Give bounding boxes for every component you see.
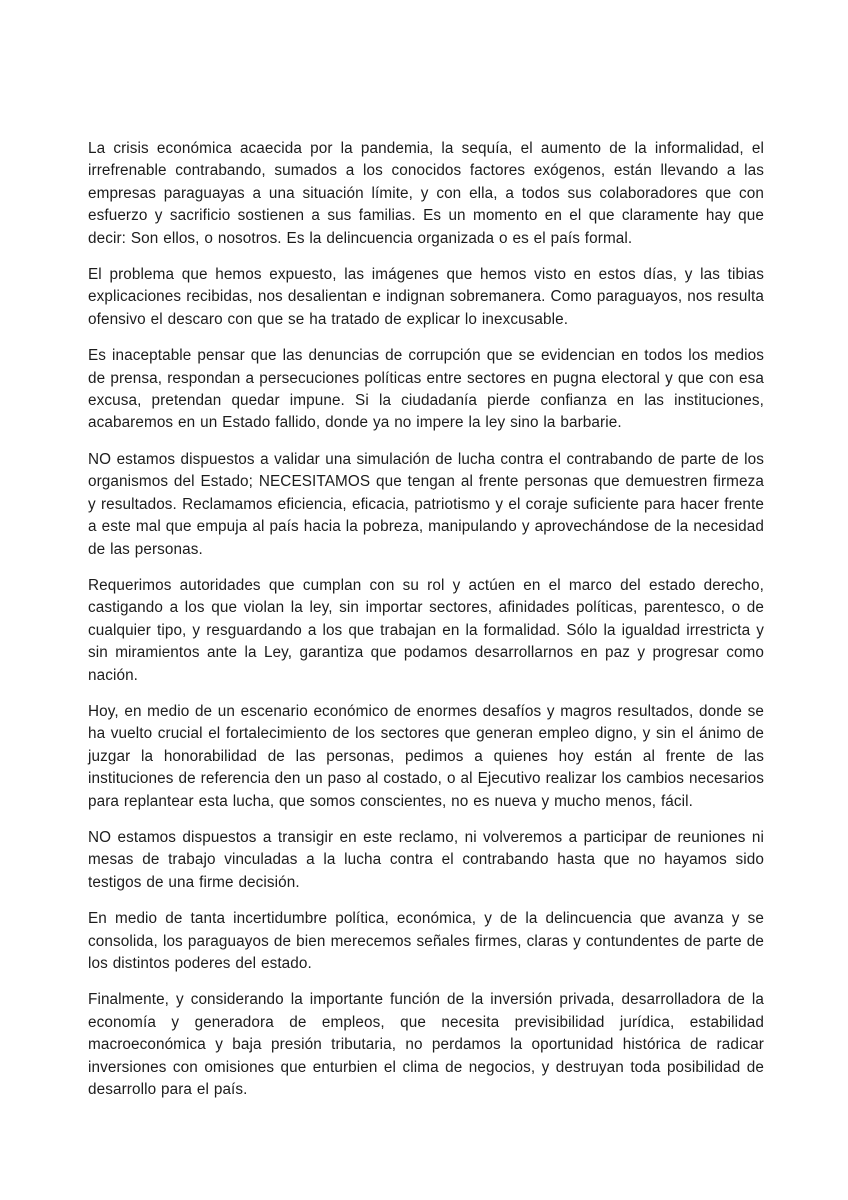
paragraph-9: Finalmente, y considerando la importante función de la inversión privada, desarrolladora de la economía y generadora de empleos, que necesita previsibilidad jurídica, estabilidad macroeconómica y baja presión tributaria, no perdamos la oportunidad histórica de radicar inversiones con omisiones que enturbien el clima de negocios, y destruyan toda posibilidad de desarrollo para el país. bbox=[88, 991, 764, 1099]
paragraph-3: Es inaceptable pensar que las denuncias de corrupción que se evidencian en todos los medios de prensa, respondan a persecuciones políticas entre sectores en pugna electoral y que con esa excusa, pretendan quedar impune. Si la ciudadanía pierde confianza en las instituciones, acabaremos en un Estado fallido, donde ya no impere la ley sino la barbarie. bbox=[88, 347, 764, 432]
paragraph-8: En medio de tanta incertidumbre política, económica, y de la delincuencia que avanza y se consolida, los paraguayos de bien merecemos señales firmes, claras y contundentes de parte de los distintos poderes del estado. bbox=[88, 910, 764, 972]
paragraph-5: Requerimos autoridades que cumplan con su rol y actúen en el marco del estado derecho, castigando a los que violan la ley, sin importar sectores, afinidades políticas, parentesco, o de cualquier tipo, y resguardando a los que trabajan en la formalidad. Sólo la igualdad irrestricta y sin miramientos ante la Ley, garantiza que podamos desarrollarnos en paz y progresar como nación. bbox=[88, 576, 764, 684]
paragraph-1: La crisis económica acaecida por la pandemia, la sequía, el aumento de la informalidad, el irrefrenable contrabando, sumados a los conocidos factores exógenos, están llevando a las empresas paraguayas a una situación límite, y con ella, a todos sus colaboradores que con esfuerzo y sacrificio sostienen a sus familias. Es un momento en el que claramente hay que decir: Son ellos, o nosotros. Es la delincuencia organizada o es el país formal. bbox=[88, 140, 764, 247]
paragraph-6: Hoy, en medio de un escenario económico de enormes desafíos y magros resultados, donde se ha vuelto crucial el fortalecimiento de los sectores que generan empleo digno, y sin el ánimo de juzgar la honorabilidad de las personas, pedimos a quienes hoy están al frente de las instituciones de referencia den un paso al costado, o al Ejecutivo realizar los cambios necesarios para replantear esta lucha, que somos conscientes, no es nueva y mucho menos, fácil. bbox=[88, 702, 764, 810]
document-body bbox=[88, 138, 764, 1101]
paragraph-2: El problema que hemos expuesto, las imágenes que hemos visto en estos días, y las tibias explicaciones recibidas, nos desalientan e indignan sobremanera. Como paraguayos, nos resulta ofensivo el descaro con que se ha tratado de explicar lo inexcusable. bbox=[88, 266, 764, 328]
paragraph-7: NO estamos dispuestos a transigir en este reclamo, ni volveremos a participar de reuniones ni mesas de trabajo vinculadas a la lucha contra el contrabando hasta que no hayamos sido testigos de una firme decisión. bbox=[88, 828, 764, 891]
paragraph-4: NO estamos dispuestos a validar una simulación de lucha contra el contrabando de parte de los organismos del Estado; NECESITAMOS que tengan al frente personas que demuestren firmeza y resultados. Reclamamos eficiencia, eficacia, patriotismo y el coraje suficiente para hacer frente a este mal que empuja al país hacia la pobreza, manipulando y aprovechándose de la necesidad de las personas. bbox=[88, 450, 764, 558]
